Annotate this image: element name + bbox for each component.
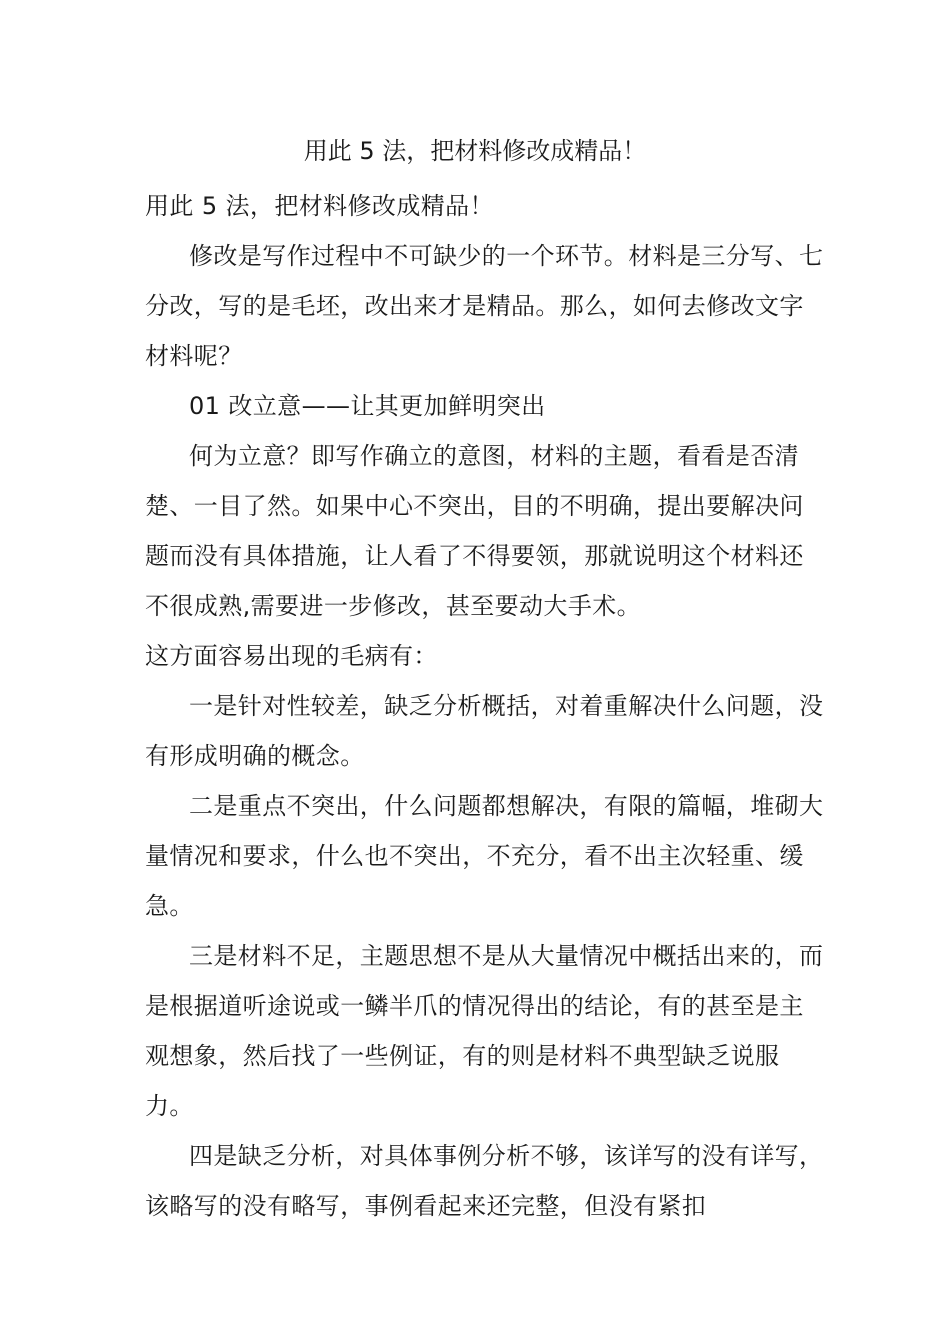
paragraph-common-problems: 这方面容易出现的毛病有： [145, 642, 438, 670]
paragraph-problem-three: 三是材料不足，主题思想不是从大量情况中概括出来的，而是根据道听途说或一鳞半爪的情况得出的结论，有的甚至是主观想象，然后找了一些例证，有的则是材料不典型缺乏说服力。 [145, 942, 824, 1120]
paragraph-problem-one: 一是针对性较差，缺乏分析概括，对着重解决什么问题，没有形成明确的概念。 [145, 692, 824, 770]
paragraph-problem-four: 四是缺乏分析，对具体事例分析不够，该详写的没有详写，该略写的没有略写，事例看起来还完整，但没有紧扣 [145, 1142, 824, 1220]
document-body [145, 181, 825, 1231]
document-subtitle: 用此 5 法，把材料修改成精品！ [145, 192, 494, 220]
section-heading-01: 01 改立意——让其更加鲜明突出 [189, 392, 546, 420]
paragraph-intro: 修改是写作过程中不可缺少的一个环节。材料是三分写、七分改，写的是毛坯，改出来才是精品。那么，如何去修改文字材料呢？ [145, 242, 824, 370]
paragraph-problem-two: 二是重点不突出，什么问题都想解决，有限的篇幅，堆砌大量情况和要求，什么也不突出，不充分，看不出主次轻重、缓急。 [145, 792, 824, 920]
paragraph-what-is-intent: 何为立意？即写作确立的意图，材料的主题，看看是否清楚、一目了然。如果中心不突出，目的不明确，提出要解决问题而没有具体措施，让人看了不得要领，那就说明这个材料还不很成熟,需要进一步修改，甚至要动大手术。 [145, 442, 804, 620]
document-title: 用此 5 法，把材料修改成精品！ [303, 137, 647, 165]
